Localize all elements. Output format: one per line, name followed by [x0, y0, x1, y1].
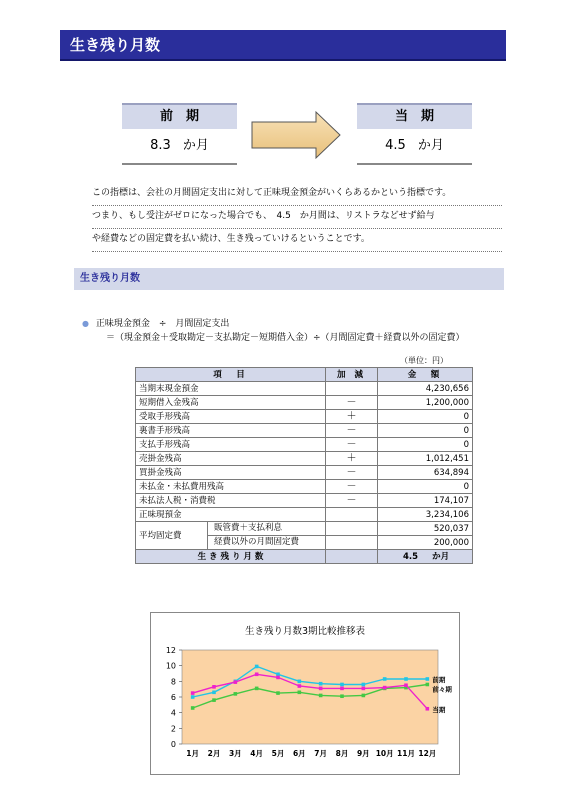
unit-note: （単位：円） [400, 356, 448, 365]
data-point [426, 707, 430, 711]
data-point [191, 706, 195, 710]
x-tick-label: 1月 [186, 749, 200, 758]
current-period-unit: か月 [417, 138, 444, 153]
data-point [383, 677, 387, 681]
section-title: 生き残り月数 [74, 268, 504, 290]
data-point [426, 683, 430, 687]
fixed-cost-amount: 520,037 [378, 522, 473, 536]
row-item: 短期借入金残高 [136, 396, 326, 410]
legend-label: 前々期 [432, 685, 452, 694]
row-amount: 4,230,656 [378, 382, 473, 396]
data-point [276, 691, 280, 695]
legend-label: 当期 [432, 705, 446, 714]
data-point [234, 692, 238, 696]
data-point [212, 691, 216, 695]
data-point [276, 676, 280, 680]
header-item: 項 目 [136, 368, 326, 382]
previous-period-value: 8.3 [150, 138, 171, 153]
row-item: 正味現預金 [136, 508, 326, 522]
row-item: 裏書手形残高 [136, 424, 326, 438]
data-point [319, 682, 323, 686]
row-sign: ＋ [326, 452, 378, 466]
current-period-value: 4.5 [385, 138, 406, 153]
fixed-cost-item: 経費以外の月間固定費 [214, 537, 300, 547]
data-point [340, 687, 344, 691]
row-sign: ＋ [326, 410, 378, 424]
total-label: 生 き 残 り 月 数 [136, 550, 326, 564]
data-point [319, 687, 323, 691]
fixed-cost-sign [326, 536, 378, 550]
data-point [191, 695, 195, 699]
previous-period-label: 前 期 [122, 103, 237, 129]
row-sign: － [326, 396, 378, 410]
description-line-2: つまり、もし受注がゼロになった場合でも、 4.5 か月間は、リストラなどせず給与 [92, 206, 502, 229]
fixed-cost-item: 販管費＋支払利息 [208, 522, 325, 536]
x-tick-label: 9月 [356, 749, 370, 758]
table-row [136, 438, 473, 452]
description-line-1: この指標は、会社の月間固定支出に対して正味現金預金がいくらあるかという指標です。 [92, 183, 502, 206]
header-sign: 加 減 [326, 368, 378, 382]
previous-period-value-row [122, 129, 237, 165]
total-unit: か月 [432, 551, 450, 562]
y-tick-label: 2 [170, 724, 176, 734]
row-item: 支払手形残高 [136, 438, 326, 452]
data-point [426, 677, 430, 681]
data-point [404, 677, 408, 681]
row-sign [326, 508, 378, 522]
data-point [298, 691, 302, 695]
fixed-cost-label: 平均固定費 [136, 522, 208, 549]
table-header-row [136, 368, 473, 382]
current-period-box [357, 103, 472, 165]
y-tick-label: 10 [165, 661, 176, 671]
page-title: 生き残り月数 [60, 30, 506, 61]
data-point [298, 680, 302, 684]
data-point [319, 694, 323, 698]
row-amount: 634,894 [378, 466, 473, 480]
row-item: 当期末現金預金 [136, 382, 326, 396]
y-tick-label: 12 [165, 646, 176, 655]
row-amount: 0 [378, 410, 473, 424]
data-point [362, 694, 366, 698]
x-tick-label: 3月 [228, 749, 242, 758]
chart-title: 生き残り月数3期比較推移表 [244, 626, 366, 637]
data-point [212, 698, 216, 702]
fixed-cost-items [208, 522, 325, 549]
plot-area [182, 650, 438, 744]
total-sign [326, 550, 378, 564]
row-sign: － [326, 438, 378, 452]
table-row [136, 396, 473, 410]
formula-line-2: ＝（現金預金＋受取勘定－支払勘定－短期借入金）÷（月間固定費＋経費以外の固定費） [106, 333, 465, 343]
x-tick-label: 5月 [271, 749, 285, 758]
row-sign: － [326, 466, 378, 480]
row-amount: 174,107 [378, 494, 473, 508]
previous-period-unit: か月 [182, 138, 209, 153]
data-point [362, 687, 366, 691]
table-row [136, 508, 473, 522]
total-value: 4.5 [403, 551, 419, 562]
y-tick-label: 4 [170, 708, 176, 718]
row-amount: 0 [378, 424, 473, 438]
table-row [136, 494, 473, 508]
description-line-3: や経費などの固定費を払い続け、生き残っていけるということです。 [92, 229, 502, 252]
y-tick-label: 0 [170, 740, 176, 749]
row-amount: 0 [378, 438, 473, 452]
row-item: 未払法人税・消費税 [136, 494, 326, 508]
data-point [340, 683, 344, 687]
row-item: 未払金・未払費用残高 [136, 480, 326, 494]
fixed-cost-amount: 200,000 [378, 536, 473, 550]
table-row [136, 480, 473, 494]
fixed-cost-group [136, 522, 326, 550]
table-row [136, 410, 473, 424]
x-tick-label: 4月 [250, 749, 264, 758]
header-amount: 金 額 [378, 368, 473, 382]
row-item: 受取手形残高 [136, 410, 326, 424]
data-point [255, 687, 259, 691]
data-point [362, 683, 366, 687]
table-row [136, 382, 473, 396]
data-point [276, 672, 280, 676]
row-sign [326, 382, 378, 396]
data-point [191, 691, 195, 695]
x-tick-label: 10月 [375, 749, 394, 758]
data-point [404, 683, 408, 687]
x-tick-label: 12月 [418, 749, 437, 758]
table-row [136, 452, 473, 466]
data-point [255, 672, 259, 676]
table-total-row [136, 550, 473, 564]
formula-line-1 [82, 316, 229, 329]
data-point [234, 680, 238, 684]
table-row [136, 424, 473, 438]
row-sign: － [326, 480, 378, 494]
row-amount: 1,012,451 [378, 452, 473, 466]
data-point [255, 665, 259, 669]
legend-label: 前期 [432, 675, 446, 684]
data-point [212, 685, 216, 689]
x-tick-label: 2月 [207, 749, 221, 758]
x-tick-label: 8月 [335, 749, 349, 758]
data-point [340, 694, 344, 698]
row-sign: － [326, 424, 378, 438]
data-point [298, 684, 302, 688]
previous-period-box [122, 103, 237, 165]
x-tick-label: 7月 [314, 749, 328, 758]
row-amount: 1,200,000 [378, 396, 473, 410]
fixed-cost-sign [326, 522, 378, 536]
data-point [383, 686, 387, 690]
current-period-value-row [357, 129, 472, 165]
formula-line-1-text: 正味現金預金 ÷ 月間固定支出 [95, 319, 230, 329]
row-item: 売掛金残高 [136, 452, 326, 466]
x-tick-label: 11月 [397, 749, 415, 758]
survival-months-chart [150, 612, 460, 775]
bullet-icon: ● [82, 319, 89, 328]
y-tick-label: 6 [170, 693, 176, 702]
table-row-fixed-cost [136, 522, 473, 536]
row-amount: 3,234,106 [378, 508, 473, 522]
x-tick-label: 6月 [292, 749, 306, 758]
current-period-label: 当 期 [357, 103, 472, 129]
row-sign: － [326, 494, 378, 508]
row-amount: 0 [378, 480, 473, 494]
total-value-cell [378, 550, 473, 564]
description [92, 183, 502, 275]
right-arrow-icon [250, 110, 342, 160]
table-row [136, 466, 473, 480]
survival-months-table [135, 367, 473, 564]
y-tick-label: 8 [170, 677, 176, 687]
row-item: 買掛金残高 [136, 466, 326, 480]
